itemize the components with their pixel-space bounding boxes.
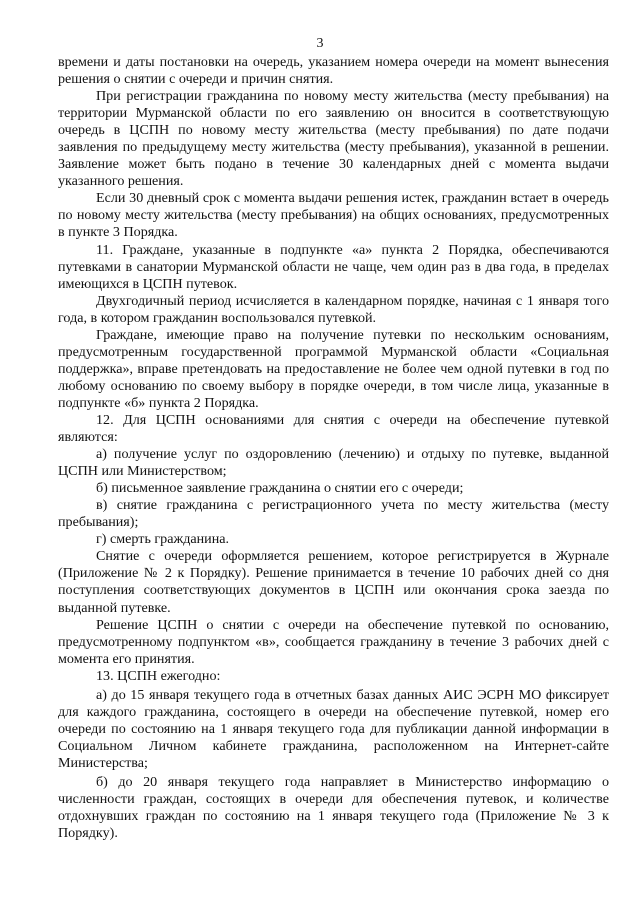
paragraph-decision-notice: Решение ЦСПН о снятии с очереди на обеспечение путевкой по основанию, предусмотренному подпунктом «в», сообщается гражданину в течение 3 рабочих дней с момента его принятия. (58, 616, 609, 667)
paragraph-clause-13-a: а) до 15 января текущего года в отчетных базах данных АИС ЭСРН МО фиксирует для каждого гражданина, состоящего в очереди на обеспечение путевкой, номер его очереди по состоянию на 1 января текущего года для публикации данной информации в Социальном Личном кабинете гражданина, расположенном на Интернет-сайте Министерства; (58, 686, 609, 771)
paragraph-clause-12-b: б) письменное заявление гражданина о снятии его с очереди; (96, 480, 464, 497)
paragraph-new-residence-registration: При регистрации гражданина по новому месту жительства (месту пребывания) на территории Мурманской области по его заявлению он вносится в соответствующую очередь в ЦСПН по новому месту жительства (месту пребывания) по дате подачи заявления по предыдущему месту жительства (месту пребывания), указанной в решении. Заявление может быть подано в течение 30 календарных дней с момента выдачи указанного решения. (58, 88, 609, 190)
paragraph-clause-12-v: в) снятие гражданина с регистрационного учета по месту жительства (месту пребывания); (58, 497, 609, 531)
paragraph-clause-12-g: г) смерть гражданина. (96, 531, 230, 548)
paragraph-clause-12-a: а) получение услуг по оздоровлению (лечению) и отдыху по путевке, выданной ЦСПН или Министерством; (58, 446, 609, 480)
page-number: 3 (316, 36, 324, 51)
paragraph-clause-13-b: б) до 20 января текущего года направляет в Министерство информацию о численности граждан, состоящих в очереди для обеспечения путевок, и количестве отдохнувших граждан по состоянию на 1 января текущего года (Приложение № 3 к Порядку). (58, 773, 609, 842)
paragraph-two-year-period: Двухгодичный период исчисляется в календарном порядке, начиная с 1 января того года, в котором гражданин воспользовался путевкой. (58, 292, 609, 326)
paragraph-continuation: времени и даты постановки на очередь, указанием номера очереди на момент вынесения решения о снятии с очереди и причин снятия. (58, 54, 609, 88)
paragraph-clause-11: 11. Граждане, указанные в подпункте «а» пункта 2 Порядка, обеспечиваются путевками в санатории Мурманской области не чаще, чем один раз в два года, в пределах имеющихся в ЦСПН путевок. (58, 241, 609, 292)
paragraph-removal-decision: Снятие с очереди оформляется решением, которое регистрируется в Журнале (Приложение № 2 к Порядку). Решение принимается в течение 10 рабочих дней со дня поступления соответствующих документов в ЦСПН или окончания срока заезда по выданной путевке. (58, 548, 609, 616)
paragraph-clause-12: 12. Для ЦСПН основаниями для снятия с очереди на обеспечение путевкой являются: (58, 411, 609, 446)
paragraph-multiple-grounds: Граждане, имеющие право на получение путевки по нескольким основаниям, предусмотренным государственной программой Мурманской области «Социальная поддержка», вправе претендовать на предоставление не более чем одной путевки в год по любому основанию по своему выбору в порядке очереди, в том числе лица, указанные в подпункте «б» пункта 2 Порядка. (58, 326, 609, 411)
document-body (58, 54, 609, 842)
paragraph-clause-13: 13. ЦСПН ежегодно: (96, 667, 221, 684)
paragraph-30-day-term: Если 30 дневный срок с момента выдачи решения истек, гражданин встает в очередь по новому месту жительства (месту пребывания) на общих основаниях, предусмотренных в пункте 3 Порядка. (58, 190, 609, 241)
